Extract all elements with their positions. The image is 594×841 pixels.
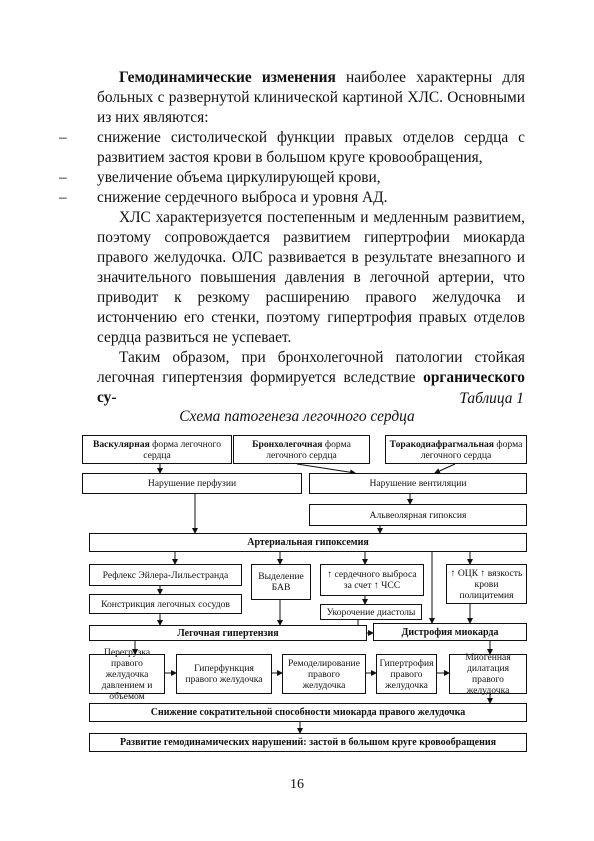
- box-ventilation: Нарушение вентиляции: [309, 473, 527, 494]
- paragraph-1-text: наиболее характерны для больных с развернутой клинической картиной ХЛС. Основными из них являются:: [97, 69, 526, 126]
- paragraph-2: ХЛС характеризуется постепенным и медленным развитием, поэтому сопровождается развитием гипертрофии миокарда правого желудочка. ОЛС развивается в результате внезапного и значительного повышения давления в легочной артерии, что приводит к резкому расширению правого желудочка и истончению его стенки, поэтому гипертрофия правых отделов сердца развиться не успевает.: [97, 209, 525, 346]
- box-remodeling: Ремоделирование правого желудочка: [282, 654, 366, 694]
- box-constriction: Констрикция легочных сосудов: [89, 594, 242, 614]
- thor-bold: Торакодиафрагмальная: [389, 438, 494, 450]
- list-item: [59, 188, 525, 208]
- bronch-bold: Бронхолегочная: [252, 438, 323, 450]
- box-hyperfunction: Гиперфункция правого желудочка: [176, 654, 272, 694]
- box-hemodynamic-disorders: Развитие гемодинамических нарушений: застой в большом круге кровообращения: [89, 733, 527, 752]
- table-title: Схема патогенеза легочного сердца: [179, 408, 415, 425]
- body-text: [59, 68, 526, 408]
- term-hemodynamic: Гемодинамические изменения: [119, 69, 336, 86]
- paragraph-3-text: Таким образом, при бронхолегочной патологии стойкая легочная гипертензия формируется вследствие: [97, 349, 525, 386]
- box-dilatation: Миогенная дилатация правого желудочка: [449, 654, 527, 694]
- box-bav: Выделение БАВ: [251, 564, 311, 600]
- list-item-text: снижение систолической функции правых отделов сердца с развитием застоя крови в большом круге кровообращения,: [97, 129, 525, 166]
- box-perfusion: Нарушение перфузии: [82, 473, 302, 494]
- page-number: 16: [290, 777, 304, 792]
- box-contractility: Снижение сократительной способности миокарда правого желудочка: [89, 703, 527, 722]
- box-bronch-label: [237, 439, 366, 461]
- box-ocz: ↑ ОЦК ↑ вязкость крови полицитемия: [446, 564, 527, 604]
- box-overload: Перегрузка правого желудочка давлением и объемом: [89, 654, 165, 694]
- term-organic: органического су-: [97, 369, 525, 406]
- vascular-rest: форма легочного сердца: [143, 438, 222, 461]
- box-myocardial-dystrophy: Дистрофия миокарда: [373, 623, 527, 641]
- dash-marker: –: [59, 169, 67, 186]
- list-item-text: увеличение объема циркулирующей крови,: [97, 169, 381, 186]
- box-reflex: Рефлекс Эйлера-Лильестранда: [89, 564, 242, 586]
- box-diastole: Укорочение диастолы: [320, 604, 422, 620]
- box-thoracodiaphragmatic-form: [385, 435, 527, 464]
- box-alveolar-hypoxia: Альвеолярная гипоксия: [309, 504, 527, 526]
- list-item: [59, 168, 525, 188]
- dash-marker: –: [59, 129, 67, 146]
- thor-rest: форма легочного сердца: [420, 438, 523, 461]
- list-item: [59, 128, 525, 168]
- box-pulmonary-hypertension: Легочная гипертензия: [89, 625, 367, 641]
- box-cardiac-output: ↑ сердечного выброса за счет ↑ ЧСС: [320, 564, 424, 596]
- paragraph-1: [97, 68, 525, 128]
- box-arterial-hypoxemia: Артериальная гипоксемия: [89, 533, 527, 552]
- box-vascular-form: [82, 435, 232, 464]
- vascular-bold: Васкулярная: [92, 438, 150, 450]
- box-thor-label: [389, 439, 523, 461]
- box-vascular-label: [86, 439, 228, 461]
- bullet-list: [59, 128, 525, 208]
- bronch-rest: форма легочного сердца: [266, 438, 351, 461]
- table-number: Таблица 1: [459, 390, 524, 407]
- box-bronchopulmonary-form: [233, 435, 370, 464]
- box-hypertrophy: Гипертрофия правого желудочка: [376, 654, 437, 694]
- dash-marker: –: [59, 189, 67, 206]
- list-item-text: снижение сердечного выброса и уровня АД.: [97, 189, 388, 206]
